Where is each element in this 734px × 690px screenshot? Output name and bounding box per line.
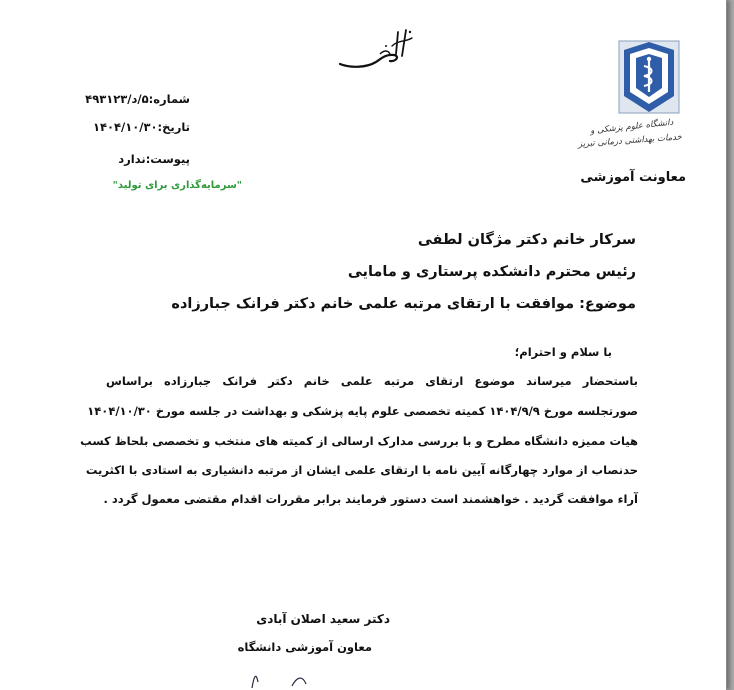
university-name-line2: خدمات بهداشتی درمانی تبریز [577,132,683,150]
signer-title: معاون آموزشی دانشگاه [237,640,372,654]
deputy-title: معاونت آموزشی [580,170,686,185]
body-line: حدنصاب از موارد چهارگانه آیین نامه با ارتقای علمی ایشان از مرتبه دانشیاری به استادی با اکثریت [85,463,638,477]
attachment-value: ندارد [118,152,146,166]
recipient-name: سرکار خانم دکتر مژگان لطفی [417,232,636,248]
body-line: آراء موافقت گردید . خواهشمند است دستور فرمایند برابر مقررات اقدام مقتضی معمول گردد . [103,492,638,506]
signer-name: دکتر سعید اصلان آبادی [256,612,390,626]
number-label: شماره: [148,92,190,106]
letter-number [85,92,190,106]
letter-date [93,120,190,134]
attachment-label: پیوست: [145,152,190,166]
body-line: باستحضار میرساند موضوع ارتقای مرتبه علمی خانم دکتر فرانک جبارزاده براساس [106,374,638,388]
number-value: ۵/د/۴۹۳۱۲۳ [85,92,149,106]
date-value: ۱۴۰۴/۱۰/۳۰ [92,120,158,134]
body-line: هیات ممیزه دانشگاه مطرح و با بررسی مدارک ارسالی از کمیته های منتخب و تخصصی بلحاظ کسب [80,434,638,448]
body-line: صورتجلسه مورخ ۱۴۰۴/۹/۹ کمیته تخصصی علوم پایه پزشکی و بهداشت در جلسه مورخ ۱۴۰۴/۱۰/۳۰ [87,404,638,418]
date-label: تاریخ: [157,120,190,134]
letter-subject: موضوع: موافقت با ارتقای مرتبه علمی خانم دکتر فرانک جبارزاده [171,296,636,312]
university-logo [618,40,680,114]
recipient-position: رئیس محترم دانشکده پرستاری و مامایی [347,264,636,280]
handwritten-signature [246,662,316,690]
slogan: "سرمایه‌گذاری برای تولید" [112,180,242,191]
salutation: با سلام و احترام؛ [514,345,612,359]
letter-attachment [118,152,190,166]
university-name-line1: دانشگاه علوم پزشکی و [590,117,675,137]
bismillah-calligraphy [336,24,420,72]
